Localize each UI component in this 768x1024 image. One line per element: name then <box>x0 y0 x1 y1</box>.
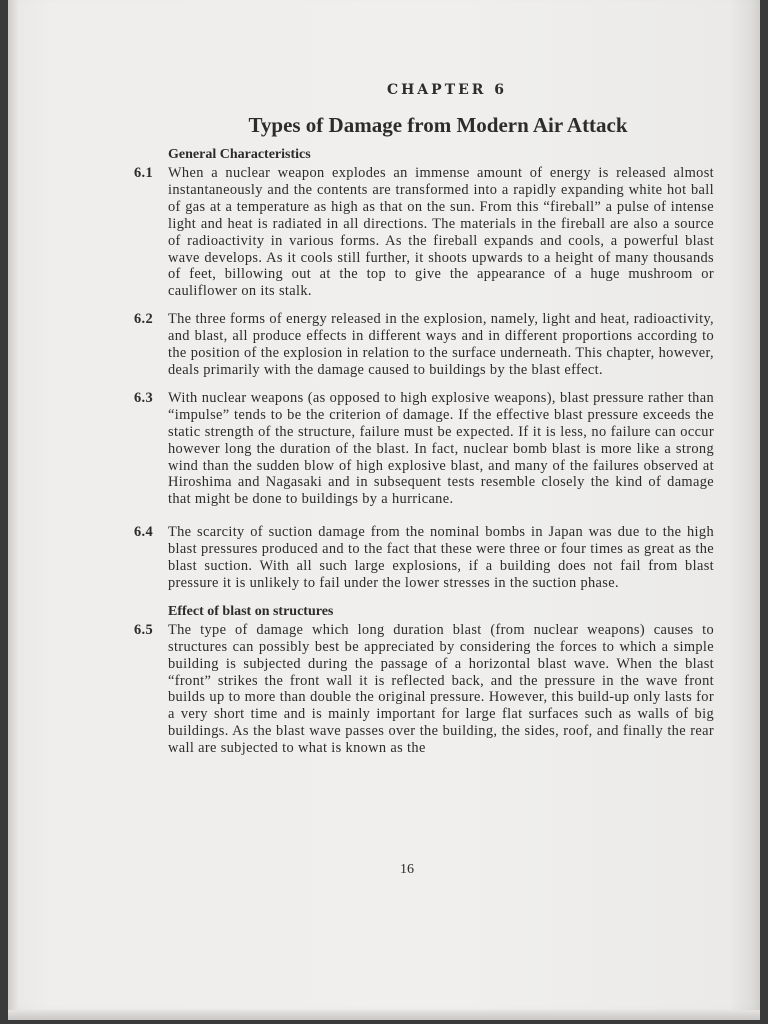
page-edge-left <box>8 0 18 1020</box>
document-page <box>8 0 760 1020</box>
section-heading-blast-effect: Effect of blast on structures <box>168 603 334 619</box>
paragraph-6-1 <box>126 165 714 300</box>
paragraph-text: The three forms of energy released in the explosion, namely, light and heat, radioactivity, and blast, all produce effects in different ways and in different proportions according to the position of the explosion in relation to the surface underneath. This chapter, however, deals primarily with the damage caused to buildings by the blast effect. <box>168 311 714 378</box>
page-edge-bottom <box>8 1010 760 1020</box>
page-number: 16 <box>400 862 414 877</box>
paragraph-number: 6.2 <box>134 311 154 328</box>
paragraph-number: 6.4 <box>134 524 154 541</box>
paragraph-6-5 <box>126 622 714 757</box>
page-content <box>126 80 714 768</box>
paragraph-number: 6.5 <box>134 621 154 638</box>
paragraph-text: When a nuclear weapon explodes an immense amount of energy is released almost instantaneously and the contents are transformed into a rapidly expanding white hot ball of gas at a temperature as high as that on the sun. From this “fireball” a pulse of intense light and heat is radiated in all directions. The materials in the fireball are also a source of radioactivity in various forms. As the fireball expands and cools, a powerful blast wave develops. As it cools still further, it shoots upwards to a height of many thousands of feet, billowing out at the top to give the appearance of a huge mushroom or cauliflower on its stalk. <box>168 165 714 300</box>
paragraph-6-2 <box>126 311 714 379</box>
paragraph-number: 6.1 <box>134 165 154 181</box>
chapter-title: Types of Damage from Modern Air Attack <box>248 113 628 137</box>
paragraph-number: 6.3 <box>134 389 154 406</box>
section-heading-general: General Characteristics <box>168 147 311 162</box>
chapter-label: CHAPTER 6 <box>386 82 508 98</box>
paragraph-6-4 <box>126 524 714 592</box>
paragraph-text: The type of damage which long duration blast (from nuclear weapons) causes to structures can possibly best be appreciated by considering the forces to which a simple building is subjected during the passage of a horizontal blast wave. When the blast “front” strikes the front wall it is reflected back, and the pressure in the wave front builds up to more than double the original pressure. However, this build-up only lasts for a very short time and is mainly important for large flat surfaces such as walls of big buildings. As the blast wave passes over the building, the sides, roof, and finally the rear wall are subjected to what is known as the <box>168 621 714 757</box>
paragraph-text: The scarcity of suction damage from the nominal bombs in Japan was due to the high blast pressures produced and to the fact that these were three or four times as great as the blast suction. With all such large explosions, if a building does not fail from blast pressure it is unlikely to fail under the lower stresses in the suction phase. <box>168 524 714 591</box>
paragraph-text: With nuclear weapons (as opposed to high explosive weapons), blast pressure rather than “impulse” tends to be the criterion of damage. If the effective blast pressure exceeds the static strength of the structure, failure must be expected. If it is less, no failure can occur however long the duration of the blast. In fact, nuclear bomb blast is more like a strong wind than the sudden blow of high explosive blast, and many of the failures observed at Hiroshima and Nagasaki and in subsequent tests resemble closely the kind of damage that might be done to buildings by a hurricane. <box>168 389 714 508</box>
paragraph-6-3 <box>126 390 714 508</box>
